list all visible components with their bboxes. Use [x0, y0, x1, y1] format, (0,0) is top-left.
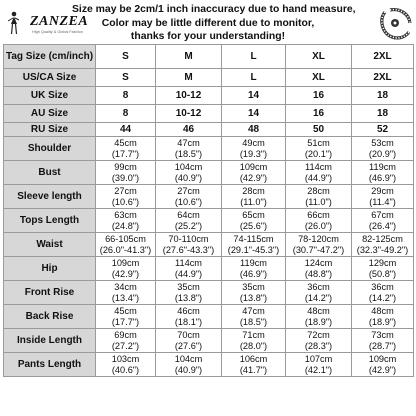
inch-value: (26.0"-41.3") — [99, 244, 152, 255]
cm-value: 29cm — [371, 185, 394, 196]
inch-value: (14.2") — [304, 292, 333, 303]
inch-value: (20.9") — [368, 148, 397, 159]
size-cell: S — [96, 45, 156, 69]
cm-value: 27cm — [114, 185, 137, 196]
size-cell: 10-12 — [156, 87, 222, 105]
measurement-cell — [352, 353, 414, 377]
size-cell: 48 — [222, 123, 286, 137]
inch-value: (44.9") — [304, 172, 333, 183]
size-cell: 16 — [286, 87, 352, 105]
measurement-row — [4, 161, 414, 185]
size-cell: 18 — [352, 105, 414, 123]
inch-value: (30.7"-47.2") — [292, 244, 345, 255]
cm-value: 119cm — [240, 257, 267, 268]
measurement-cell — [96, 329, 156, 353]
size-cell: L — [222, 45, 286, 69]
inch-value: (26.4") — [368, 220, 397, 231]
size-cell: 2XL — [352, 69, 414, 87]
inch-value: (27.6"-43.3") — [162, 244, 215, 255]
cm-value: 36cm — [371, 281, 394, 292]
cm-value: 66-105cm — [105, 233, 146, 244]
cm-value: 65cm — [242, 209, 265, 220]
cm-value: 48cm — [307, 305, 330, 316]
size-row — [4, 45, 414, 69]
measurement-row — [4, 209, 414, 233]
inch-value: (25.2") — [174, 220, 203, 231]
inch-value: (40.9") — [174, 172, 203, 183]
cm-value: 74-115cm — [233, 233, 274, 244]
inch-value: (11.4") — [369, 196, 396, 207]
size-cell: 8 — [96, 87, 156, 105]
measurement-cell — [352, 209, 414, 233]
measurement-cell — [286, 353, 352, 377]
measurement-cell — [222, 209, 286, 233]
inch-value: (44.9") — [174, 268, 203, 279]
measurement-cell — [352, 185, 414, 209]
cm-value: 28cm — [307, 185, 330, 196]
measurement-cell — [222, 305, 286, 329]
cm-value: 78-120cm — [298, 233, 339, 244]
inch-value: (18.1") — [174, 316, 203, 327]
measurement-cell — [222, 257, 286, 281]
measurement-cell — [156, 185, 222, 209]
cm-value: 36cm — [307, 281, 330, 292]
inch-value: (13.8") — [239, 292, 268, 303]
measurement-cell — [352, 329, 414, 353]
row-label: Waist — [4, 233, 96, 257]
cm-value: 119cm — [369, 161, 396, 172]
cm-value: 45cm — [114, 305, 137, 316]
measurement-cell — [286, 185, 352, 209]
cm-value: 53cm — [371, 137, 394, 148]
measurement-cell — [286, 209, 352, 233]
row-label: Hip — [4, 257, 96, 281]
measurement-cell — [156, 209, 222, 233]
measurement-cell — [96, 209, 156, 233]
measurement-cell — [96, 305, 156, 329]
size-cell: 46 — [156, 123, 222, 137]
row-label: Tops Length — [4, 209, 96, 233]
cm-value: 51cm — [307, 137, 330, 148]
measurement-cell — [156, 353, 222, 377]
cm-value: 109cm — [239, 161, 268, 172]
cm-value: 66cm — [307, 209, 330, 220]
measurement-cell — [156, 161, 222, 185]
cm-value: 64cm — [177, 209, 200, 220]
inch-value: (18.5") — [239, 316, 268, 327]
inch-value: (29.1"-45.3") — [227, 244, 280, 255]
measurement-cell — [156, 257, 222, 281]
fashion-figure-icon — [4, 9, 32, 37]
inch-value: (50.8") — [368, 268, 397, 279]
size-cell: 10-12 — [156, 105, 222, 123]
cm-value: 109cm — [368, 353, 397, 364]
cm-value: 45cm — [114, 137, 137, 148]
measurement-cell — [96, 353, 156, 377]
inch-value: (48.8") — [304, 268, 333, 279]
inch-value: (28.3") — [304, 340, 333, 351]
inch-value: (26.0") — [304, 220, 333, 231]
size-cell: 16 — [286, 105, 352, 123]
cm-value: 46cm — [177, 305, 200, 316]
measurement-cell — [156, 137, 222, 161]
row-label: Pants Length — [4, 353, 96, 377]
inch-value: (27.2") — [111, 340, 140, 351]
measurement-cell — [286, 161, 352, 185]
inch-value: (10.6") — [111, 196, 140, 207]
brand-name: ZANZEA — [30, 14, 89, 29]
measurement-cell — [96, 257, 156, 281]
row-label: Shoulder — [4, 137, 96, 161]
size-cell: 8 — [96, 105, 156, 123]
measurement-row — [4, 281, 414, 305]
cm-value: 72cm — [307, 329, 330, 340]
row-label: RU Size — [4, 123, 96, 137]
measurement-cell — [222, 281, 286, 305]
measurement-row — [4, 329, 414, 353]
measurement-cell — [96, 233, 156, 257]
measurement-row — [4, 353, 414, 377]
measurement-cell — [286, 329, 352, 353]
inch-value: (17.7") — [111, 148, 140, 159]
inch-value: (10.6") — [174, 196, 203, 207]
notice-line: Color may be little different due to monitor, — [101, 17, 315, 29]
cm-value: 71cm — [242, 329, 265, 340]
inch-value: (42.9") — [111, 268, 140, 279]
inch-value: (17.7") — [111, 316, 140, 327]
inch-value: (39.0") — [111, 172, 140, 183]
cm-value: 103cm — [111, 353, 140, 364]
measurement-row — [4, 305, 414, 329]
measurement-cell — [286, 233, 352, 257]
cm-value: 107cm — [304, 353, 333, 364]
measuring-tape-icon — [378, 6, 414, 42]
measurement-cell — [222, 233, 286, 257]
size-cell: M — [156, 69, 222, 87]
cm-value: 99cm — [114, 161, 137, 172]
size-cell: L — [222, 69, 286, 87]
inch-value: (27.6") — [174, 340, 203, 351]
measurement-cell — [156, 329, 222, 353]
size-notice — [72, 3, 356, 44]
measurement-cell — [352, 281, 414, 305]
measurement-cell — [222, 161, 286, 185]
inch-value: (19.3") — [239, 148, 268, 159]
size-cell: 52 — [352, 123, 414, 137]
size-cell: 14 — [222, 105, 286, 123]
measurement-cell — [352, 161, 414, 185]
cm-value: 104cm — [174, 161, 203, 172]
size-cell: M — [156, 45, 222, 69]
row-label: AU Size — [4, 105, 96, 123]
notice-line: thanks for your understanding! — [130, 31, 286, 42]
cm-value: 69cm — [114, 329, 137, 340]
inch-value: (13.8") — [174, 292, 203, 303]
inch-value: (46.9") — [368, 172, 397, 183]
inch-value: (42.9") — [239, 172, 268, 183]
measurement-row — [4, 185, 414, 209]
measurement-cell — [286, 137, 352, 161]
cm-value: 109cm — [111, 257, 140, 268]
size-row — [4, 123, 414, 137]
cm-value: 34cm — [114, 281, 137, 292]
cm-value: 129cm — [368, 257, 397, 268]
cm-value: 70-110cm — [168, 233, 209, 244]
size-cell: XL — [286, 69, 352, 87]
measurement-row — [4, 257, 414, 281]
cm-value: 47cm — [242, 305, 265, 316]
cm-value: 67cm — [371, 209, 394, 220]
row-label: Back Rise — [4, 305, 96, 329]
cm-value: 124cm — [304, 257, 333, 268]
cm-value: 63cm — [114, 209, 137, 220]
measurement-cell — [96, 161, 156, 185]
cm-value: 35cm — [177, 281, 200, 292]
measurement-cell — [222, 185, 286, 209]
row-label: UK Size — [4, 87, 96, 105]
size-row — [4, 69, 414, 87]
inch-value: (28.0") — [239, 340, 268, 351]
inch-value: (11.0") — [240, 196, 267, 207]
size-cell: 44 — [96, 123, 156, 137]
inch-value: (41.7") — [239, 364, 268, 375]
row-label: Front Rise — [4, 281, 96, 305]
cm-value: 48cm — [371, 305, 394, 316]
measurement-cell — [352, 137, 414, 161]
cm-value: 82-125cm — [362, 233, 403, 244]
inch-value: (18.9") — [304, 316, 333, 327]
inch-value: (14.2") — [368, 292, 397, 303]
measurement-cell — [286, 281, 352, 305]
measurement-cell — [96, 185, 156, 209]
inch-value: (40.6") — [111, 364, 140, 375]
brand-tagline: High Quality & Global Fashion — [32, 30, 83, 34]
cm-value: 104cm — [174, 353, 203, 364]
cm-value: 47cm — [177, 137, 200, 148]
inch-value: (18.5") — [174, 148, 203, 159]
size-cell: XL — [286, 45, 352, 69]
measurement-cell — [222, 137, 286, 161]
row-label: US/CA Size — [4, 69, 96, 87]
size-cell: 50 — [286, 123, 352, 137]
cm-value: 49cm — [242, 137, 265, 148]
inch-value: (20.1") — [304, 148, 333, 159]
inch-value: (32.3"-49.2") — [356, 244, 409, 255]
header — [0, 0, 416, 44]
size-row — [4, 87, 414, 105]
cm-value: 70cm — [177, 329, 200, 340]
inch-value: (25.6") — [239, 220, 268, 231]
measurement-cell — [352, 257, 414, 281]
measurement-cell — [286, 257, 352, 281]
size-chart-table — [3, 44, 414, 377]
measurement-cell — [156, 281, 222, 305]
size-row — [4, 105, 414, 123]
inch-value: (24.8") — [111, 220, 140, 231]
inch-value: (28.7") — [368, 340, 397, 351]
row-label: Inside Length — [4, 329, 96, 353]
cm-value: 35cm — [242, 281, 265, 292]
row-label: Tag Size (cm/inch) — [4, 45, 96, 69]
measurement-row — [4, 233, 414, 257]
measurement-cell — [156, 233, 222, 257]
measurement-cell — [222, 329, 286, 353]
inch-value: (40.9") — [174, 364, 203, 375]
cm-value: 114cm — [175, 257, 202, 268]
size-cell: 14 — [222, 87, 286, 105]
row-label: Bust — [4, 161, 96, 185]
inch-value: (11.0") — [305, 196, 332, 207]
notice-line: Size may be 2cm/1 inch inaccuracy due to hand measure, — [72, 4, 356, 15]
measurement-cell — [352, 305, 414, 329]
cm-value: 28cm — [242, 185, 265, 196]
inch-value: (46.9") — [239, 268, 268, 279]
measurement-cell — [96, 137, 156, 161]
cm-value: 106cm — [239, 353, 268, 364]
cm-value: 27cm — [177, 185, 200, 196]
measurement-row — [4, 137, 414, 161]
measurement-cell — [222, 353, 286, 377]
measurement-cell — [352, 233, 414, 257]
measurement-cell — [286, 305, 352, 329]
measurement-cell — [96, 281, 156, 305]
size-chart-body — [4, 45, 414, 377]
inch-value: (18.9") — [368, 316, 397, 327]
measurement-cell — [156, 305, 222, 329]
size-cell: 18 — [352, 87, 414, 105]
cm-value: 73cm — [371, 329, 394, 340]
size-cell: S — [96, 69, 156, 87]
row-label: Sleeve length — [4, 185, 96, 209]
inch-value: (42.9") — [368, 364, 397, 375]
inch-value: (42.1") — [304, 364, 333, 375]
size-cell: 2XL — [352, 45, 414, 69]
cm-value: 114cm — [305, 161, 332, 172]
inch-value: (13.4") — [111, 292, 140, 303]
